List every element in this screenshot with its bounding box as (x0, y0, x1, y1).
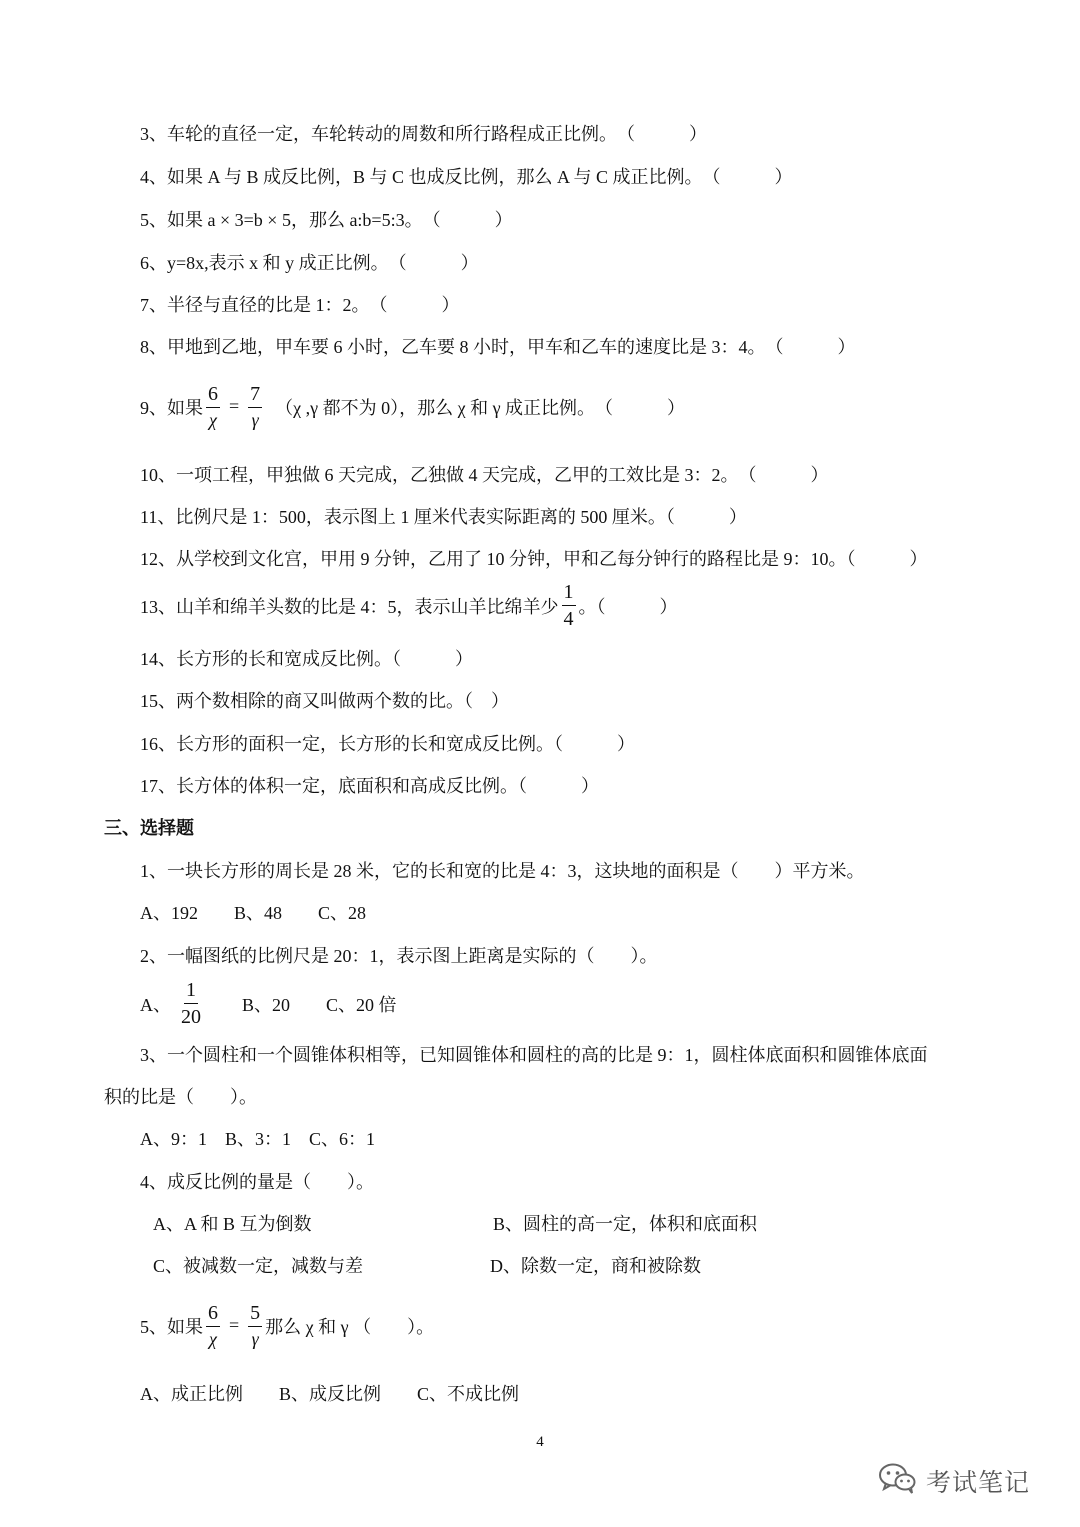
fraction-numerator: 5 (248, 1303, 262, 1327)
choice-q5-options: A、成正比例 B、成反比例 C、不成比例 (140, 1384, 520, 1404)
fraction-1-over-20 (181, 980, 201, 1027)
judge-item-11: 11、比例尺是 1：500，表示图上 1 厘米代表实际距离的 500 厘米。（ ） (140, 507, 747, 527)
judge-item-6: 6、y=8x,表示 x 和 y 成正比例。 （ ） (140, 253, 479, 273)
choice-q1: 1、一块长方形的周长是 28 米，它的长和宽的比是 4：3，这块地的面积是（ ）平方米。 (140, 861, 865, 881)
choice-q2: 2、一幅图纸的比例尺是 20：1，表示图上距离是实际的（ ）。 (140, 946, 658, 966)
wechat-icon (878, 1462, 916, 1499)
item13-prefix: 13、山羊和绵羊头数的比是 4：5，表示山羊比绵羊少 (140, 596, 559, 617)
item9-suffix: （χ ,γ 都不为 0），那么 χ 和 γ 成正比例。 （ ） (275, 397, 686, 418)
judge-item-16: 16、长方形的面积一定，长方形的长和宽成反比例。（ ） (140, 734, 635, 754)
fraction-denominator: χ (209, 1329, 217, 1349)
option-rest: B、20 C、20 倍 (242, 994, 397, 1015)
judge-item-5: 5、如果 a × 3=b × 5，那么 a:b=5:3。 （ ） (140, 210, 513, 230)
choice-q3-line2: 积的比是（ ）。 (104, 1087, 257, 1107)
judge-item-12: 12、从学校到文化宫，甲用 9 分钟，乙用了 10 分钟，甲和乙每分钟行的路程比是 9：10。（ ） (140, 549, 928, 569)
watermark (878, 1462, 1030, 1499)
choice-q2-options (140, 980, 397, 1027)
fraction-6-over-x (206, 384, 220, 429)
judge-item-14: 14、长方形的长和宽成反比例。（ ） (140, 649, 473, 669)
fraction-1-over-4 (562, 582, 576, 629)
fraction-5-over-y (248, 1303, 262, 1348)
choice-q4-option-a: A、A 和 B 互为倒数 (153, 1214, 312, 1234)
judge-item-7: 7、半径与直径的比是 1：2。 （ ） (140, 295, 460, 315)
watermark-text: 考试笔记 (926, 1467, 1031, 1497)
fraction-7-over-y (248, 384, 262, 429)
judge-item-15: 15、两个数相除的商又叫做两个数的比。（ ） (140, 691, 509, 711)
fraction-numerator: 6 (206, 384, 220, 408)
choice-q4-option-d: D、除数一定，商和被除数 (490, 1256, 701, 1276)
choice-q1-options: A、192 B、48 C、28 (140, 903, 367, 923)
fraction-numerator: 1 (562, 582, 576, 606)
choice-q4-option-c: C、被减数一定，减数与差 (153, 1256, 364, 1276)
q5-prefix: 5、如果 (140, 1316, 203, 1337)
item9-prefix: 9、如果 (140, 397, 203, 418)
fraction-numerator: 1 (184, 980, 198, 1004)
judge-item-3: 3、车轮的直径一定，车轮转动的周数和所行路程成正比例。 （ ） (140, 124, 707, 144)
judge-item-9 (140, 384, 685, 429)
option-a-label: A、 (140, 994, 171, 1015)
judge-item-17: 17、长方体的体积一定，底面积和高成反比例。（ ） (140, 776, 599, 796)
choice-q3-line1: 3、一个圆柱和一个圆锥体积相等，已知圆锥体和圆柱的高的比是 9：1，圆柱体底面积和圆锥体底面 (140, 1045, 928, 1065)
choice-q5 (140, 1303, 434, 1348)
item13-suffix: 。（ ） (578, 596, 678, 617)
fraction-denominator: γ (251, 1329, 259, 1349)
page-number: 4 (536, 1434, 544, 1450)
fraction-denominator: χ (209, 410, 217, 430)
equals-sign: = (229, 1315, 240, 1335)
fraction-numerator: 6 (206, 1303, 220, 1327)
judge-item-13 (140, 582, 678, 629)
judge-item-10: 10、一项工程，甲独做 6 天完成，乙独做 4 天完成，乙甲的工效比是 3：2。 （ ） (140, 465, 829, 485)
judge-item-8: 8、甲地到乙地，甲车要 6 小时，乙车要 8 小时，甲车和乙车的速度比是 3：4。 （ ） (140, 337, 856, 357)
choice-q3-options: A、9：1 B、3：1 C、6：1 (140, 1129, 376, 1149)
equals-sign: = (229, 396, 240, 416)
fraction-denominator: 20 (181, 1006, 201, 1028)
fraction-numerator: 7 (248, 384, 262, 408)
fraction-denominator: γ (251, 410, 259, 430)
choice-q4: 4、成反比例的量是（ ）。 (140, 1172, 374, 1192)
q5-suffix: 那么 χ 和 γ （ ）。 (265, 1316, 435, 1337)
choice-q4-option-b: B、圆柱的高一定，体积和底面积 (493, 1214, 758, 1234)
section-title-choice: 三、选择题 (104, 818, 194, 838)
judge-item-4: 4、如果 A 与 B 成反比例，B 与 C 也成反比例，那么 A 与 C 成正比例。 （ ） (140, 167, 793, 187)
fraction-6-over-x (206, 1303, 220, 1348)
fraction-denominator: 4 (563, 608, 574, 630)
